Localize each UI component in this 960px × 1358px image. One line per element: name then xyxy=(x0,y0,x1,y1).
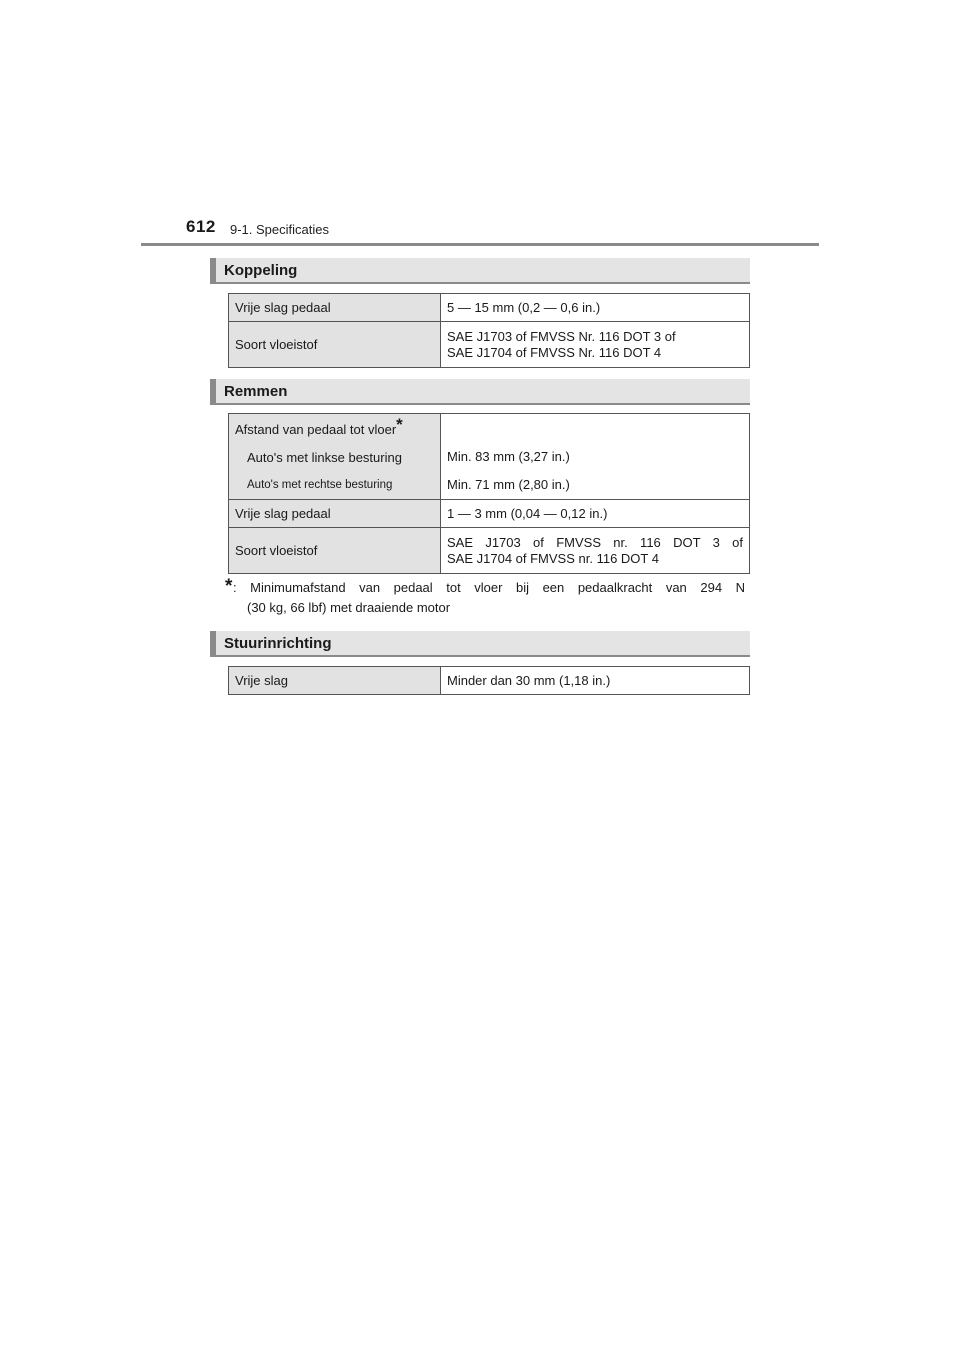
footnote-marker: * xyxy=(225,576,233,597)
section-title: 9-1. Specificaties xyxy=(230,222,329,237)
value-line: SAE J1703 of FMVSS nr. 116 DOT 3 of xyxy=(447,534,743,550)
row-label xyxy=(229,472,441,500)
footnote-line: (30 kg, 66 lbf) met draaiende motor xyxy=(247,600,451,615)
footnote xyxy=(225,578,745,618)
row-value xyxy=(441,414,750,500)
row-label xyxy=(229,414,441,444)
value-line: SAE J1704 of FMVSS Nr. 116 DOT 4 xyxy=(447,344,662,360)
row-label: Vrije slag pedaal xyxy=(229,294,441,322)
footnote-line: : Minimumafstand van pedaal tot vloer bij een pedaalkracht van 294 N xyxy=(233,580,745,595)
section-heading-stuurinrichting: Stuurinrichting xyxy=(210,631,750,657)
value-line: SAE J1704 of FMVSS nr. 116 DOT 4 xyxy=(447,550,659,566)
table-row xyxy=(229,322,750,368)
header-divider xyxy=(141,243,819,246)
koppeling-spec-table xyxy=(228,293,750,368)
table-row xyxy=(229,414,750,444)
value-line: SAE J1703 of FMVSS Nr. 116 DOT 3 of xyxy=(447,328,676,344)
table-row xyxy=(229,500,750,528)
row-value: Minder dan 30 mm (1,18 in.) xyxy=(441,667,750,695)
section-heading-koppeling: Koppeling xyxy=(210,258,750,284)
row-label: Vrije slag pedaal xyxy=(229,500,441,528)
table-row xyxy=(229,667,750,695)
value-line: Min. 71 mm (2,80 in.) xyxy=(447,477,570,492)
row-label: Soort vloeistof xyxy=(229,528,441,574)
table-row xyxy=(229,294,750,322)
table-row xyxy=(229,528,750,574)
row-label: Vrije slag xyxy=(229,667,441,695)
row-value xyxy=(441,322,750,368)
sub-label: Auto's met rechtse besturing xyxy=(247,479,393,492)
footnote-marker: * xyxy=(396,414,403,434)
distance-label: Afstand van pedaal tot vloer xyxy=(235,421,397,437)
sub-label: Auto's met linkse besturing xyxy=(247,449,402,465)
row-value: 1 — 3 mm (0,04 — 0,12 in.) xyxy=(441,500,750,528)
row-label xyxy=(229,444,441,472)
remmen-spec-table xyxy=(228,413,750,574)
page-number: 612 xyxy=(186,217,216,236)
row-value xyxy=(441,528,750,574)
stuurinrichting-spec-table xyxy=(228,666,750,695)
row-value: 5 — 15 mm (0,2 — 0,6 in.) xyxy=(441,294,750,322)
section-heading-remmen: Remmen xyxy=(210,379,750,405)
value-line: Min. 83 mm (3,27 in.) xyxy=(447,449,570,464)
row-label: Soort vloeistof xyxy=(229,322,441,368)
